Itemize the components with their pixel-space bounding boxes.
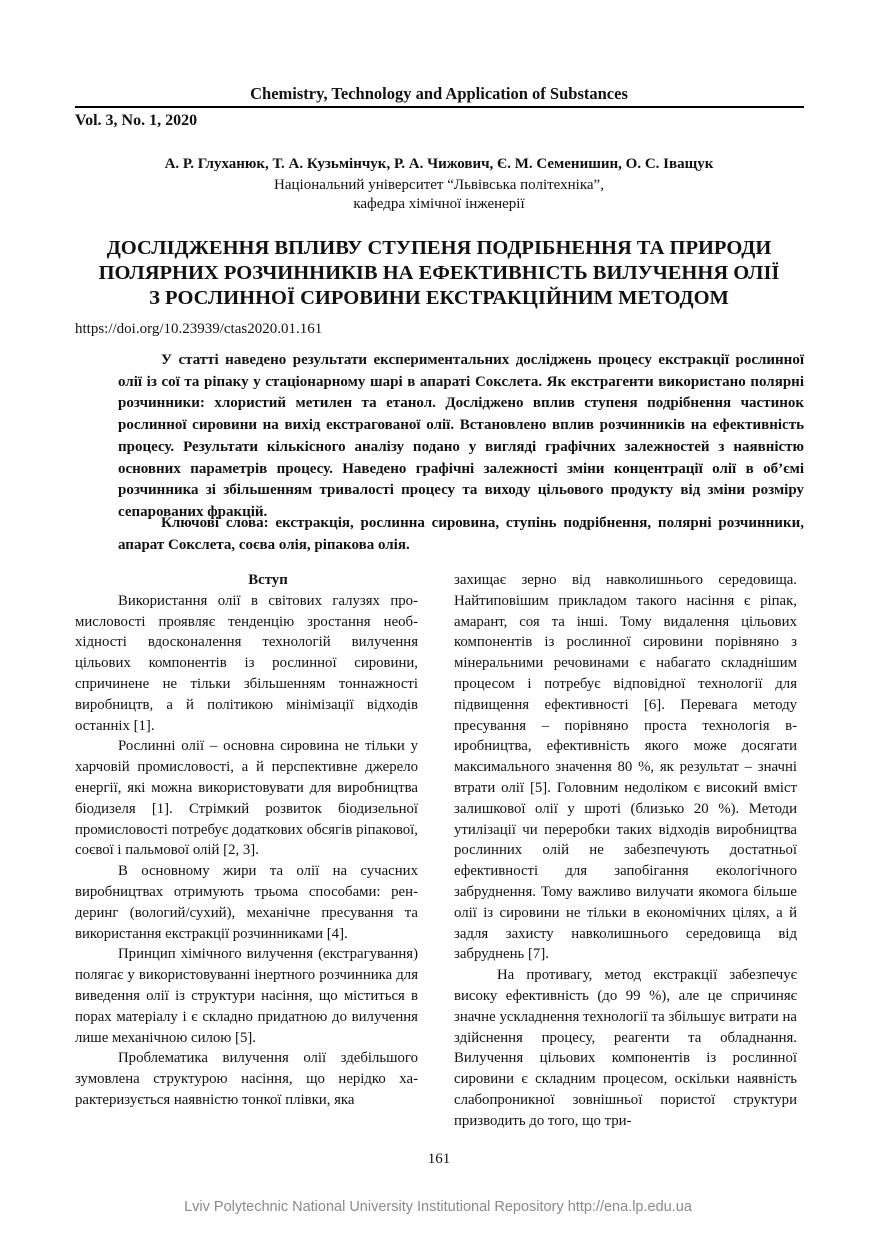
authors: А. Р. Глуханюк, Т. А. Кузьмінчук, Р. А. Чижович, Є. М. Семенишин, О. С. Іващук [164,156,714,172]
keywords: Ключові слова: екстракція, рослинна сировина, ступінь подрібнення, полярні розчинники, апарат Сокслета, соєва олія, ріпакова олія. [118,515,804,553]
body-paragraph: Принцип хімічного вилучення (екстрагування) полягає у використовуванні інертного розчинника для виведення олії із структури насіння, що міститься в порах матеріалу і є складно придатною до вилучення лише механічною силою [5]. [75,946,418,1046]
affiliation-department: кафедра хімічної інженерії [353,196,525,212]
right-column [454,570,797,1132]
body-paragraph: Використання олії в світових галузях промисловості проявляє тенденцію зростання необхідності вдосконалення технологій вилучення цільових компонентів із рослинної сировини, спричинене не тільки збільшенням тоннажності виробництв, а й політикою мінімізації відходів останніх [1]. [75,592,418,734]
header-rule [75,106,804,108]
left-column [75,570,418,1111]
body-paragraph: На противагу, метод екстракції забезпечує високу ефективність (до 99 %), але це спричиняє значне ускладнення технології та збільшує витрати на здійснення процесу, реагенти та обладнання. Вилучення цільових компонентів із рослинної сировини є складним процесом, оскільки наявність слабопроникної зовнішньої пористої структури призводить до того, що три- [454,967,797,1129]
article-title-line: З РОСЛИННОЇ СИРОВИНИ ЕКСТРАКЦІЙНИМ МЕТОДОМ [149,287,729,309]
page-number: 161 [427,1151,451,1167]
body-paragraph: Рослинні олії – основна сировина не тільки у харчовій промисловості, а й перспективне джерело енергії, які можна використовувати для виробництва біодизеля [1]. Стрімкий розвиток біодизельної промисловості потребує додаткових обсягів ріпакової, соєвої і пальмової олій [2, 3]. [75,738,418,859]
repository-footer: Lviv Polytechnic National University Institutional Repository http://ena.lp.edu.ua [184,1199,692,1215]
body-paragraph: захищає зерно від навколишнього середовища. Найтиповішим прикладом такого насіння є ріпак, амарант, соя та інші. Тому видалення цільових компонентів із рослинної сировини порівняно з мінеральними речовинами є набагато складнішим процесом і потребує відповідної технології для підвищення ефективності [6]. Перевага методу пресування – порівняно проста технологія виробництва, ефективність якого може досягати максимального значення 80 %, як результат – значні втрати олії [5]. Головним недоліком є високий вміст залишкової олії у шроті (близько 20 %). Методи утилізації чи переробки таких відходів виробництва рослинних олій не забезпечують достатньої ефективності для запобігання екологічного забруднення. Тому важливо вилучати якомога більше олії із сировини не тільки в економічних цілях, а й задля захисту навколишнього середовища від забруднень [7]. [454,572,797,963]
body-paragraph: В основному жири та олії на сучасних виробництвах отримують трьома способами: рендеринг (вологий/сухий), механічне пресування та використання екстракції розчинниками [4]. [75,863,418,942]
section-heading-introduction: Вступ [248,572,288,588]
article-title-line: ПОЛЯРНИХ РОЗЧИННИКІВ НА ЕФЕКТИВНІСТЬ ВИЛУЧЕННЯ ОЛІЇ [98,262,780,284]
article-title [75,236,803,311]
body-paragraph: Проблематика вилучення олії здебільшого зумовлена структурою насіння, що нерідко характеризується наявністю тонкої плівки, яка [75,1050,418,1108]
affiliation-university: Національний університет “Львівська політехніка”, [274,177,604,193]
article-title-line: ДОСЛІДЖЕННЯ ВПЛИВУ СТУПЕНЯ ПОДРІБНЕННЯ ТА ПРИРОДИ [106,237,772,259]
abstract: У статті наведено результати експериментальних досліджень процесу екстракції рослинної олії із сої та ріпаку у стаціонарному шарі в апараті Сокслета. Як екстрагенти використано полярні розчинники: хлористий метилен та етанол. Досліджено вплив ступеня подрібнення частинок рослинної сировини на вихід екстрагованої олії. Встановлено вплив розчинників на ефективність процесу. Результати кількісного аналізу подано у вигляді графічних залежностей з наявністю основних параметрів процесу. Наведено графічні залежності зміни концентрації олії в об’ємі розчинника зі збільшенням тривалості процесу та виходу цільового продукту від зміни розміру сепарованих фракцій. [118,352,804,520]
journal-title: Chemistry, Technology and Application of Substances [250,84,628,103]
volume-issue: Vol. 3, No. 1, 2020 [75,112,198,129]
doi-link[interactable]: https://doi.org/10.23939/ctas2020.01.161 [75,321,323,337]
